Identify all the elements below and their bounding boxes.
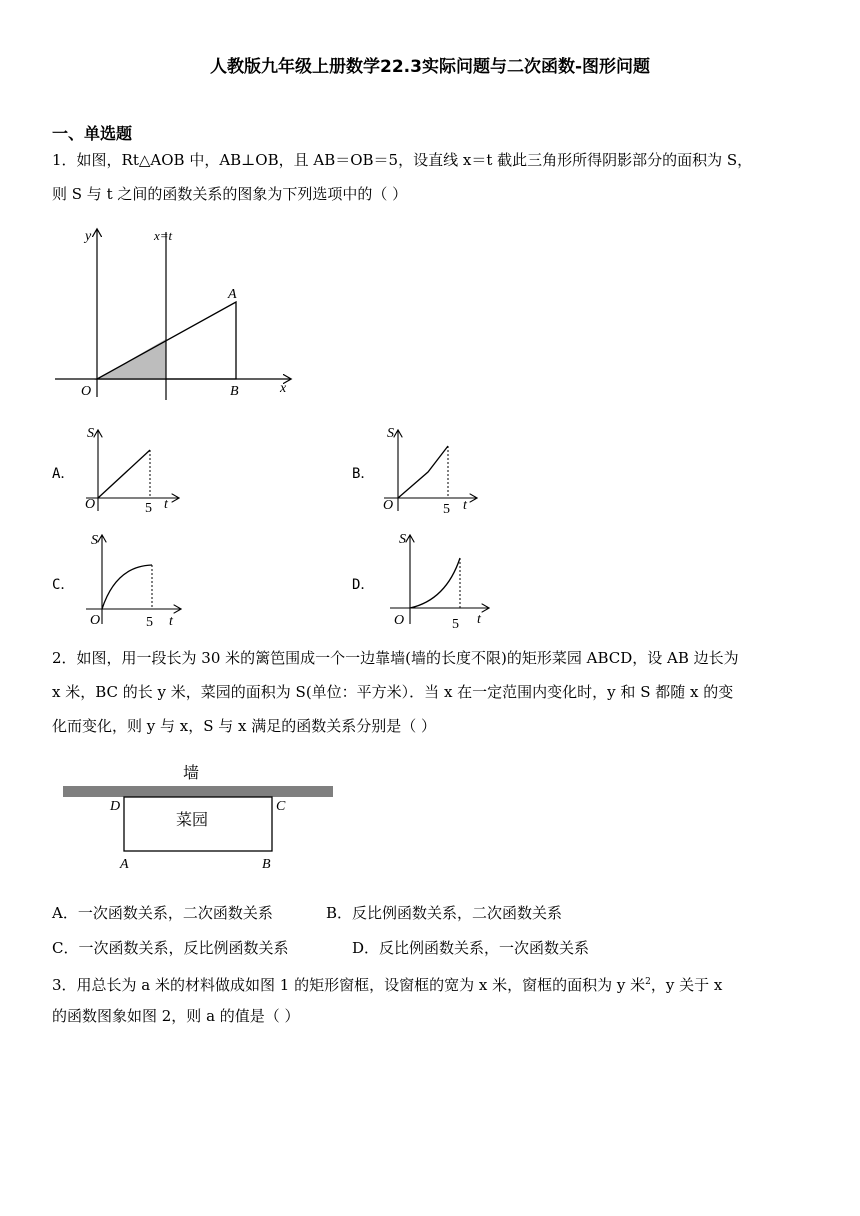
q1-text-line1: 1．如图，Rt△AOB 中，AB⊥OB，且 AB＝OB＝5，设直线 x＝t 截此三角形所得阴影部分的面积为 S，	[52, 151, 753, 169]
q3-text-line1-part1: 3．用总长为 a 米的材料做成如图 1 的矩形窗框，设窗框的宽为 x 米，窗框的面积为 y 米	[52, 976, 646, 994]
x-axis-label: x	[280, 381, 287, 396]
section-heading: 一、单选题	[52, 124, 133, 143]
point-a-label: A	[228, 287, 237, 302]
s-axis-label: S	[387, 426, 394, 441]
q1-text-line2: 则 S 与 t 之间的函数关系的图象为下列选项中的（ ）	[52, 185, 408, 203]
q2-option-a[interactable]: A．一次函数关系，二次函数关系	[52, 904, 273, 922]
tick-five-label: 5	[146, 615, 153, 630]
origin-label: O	[90, 613, 101, 628]
q1-triangle-figure	[50, 222, 300, 402]
garden-label: 菜园	[176, 812, 209, 829]
origin-label: O	[394, 613, 405, 628]
q3-text-line1-part2: ，y 关于 x	[650, 976, 723, 994]
q2-text-line3: 化而变化，则 y 与 x，S 与 x 满足的函数关系分别是（ ）	[52, 717, 437, 735]
q2-option-d[interactable]: D．反比例函数关系，一次函数关系	[352, 939, 590, 957]
s-axis-label: S	[87, 426, 94, 441]
y-axis-label: y	[85, 229, 92, 244]
origin-label: O	[383, 498, 394, 513]
q1-option-a-graph[interactable]	[80, 425, 185, 515]
point-o-label: O	[81, 384, 92, 399]
q1-option-d-label[interactable]: D．	[352, 577, 375, 593]
point-b-label: B	[262, 857, 271, 872]
point-c-label: C	[276, 799, 286, 814]
q3-text-line2: 的函数图象如图 2，则 a 的值是（ ）	[52, 1007, 300, 1025]
point-d-label: D	[110, 799, 121, 814]
q1-option-b-graph[interactable]	[378, 425, 483, 515]
t-axis-label: t	[164, 497, 168, 512]
wall-label: 墙	[183, 765, 200, 782]
line-label: x=t	[154, 228, 173, 243]
square-superscript: 2	[645, 977, 651, 987]
q2-garden-figure	[60, 758, 340, 873]
t-axis-label: t	[477, 612, 481, 627]
page-title: 人教版九年级上册数学22.3实际问题与二次函数-图形问题	[210, 57, 650, 77]
tick-five-label: 5	[145, 501, 152, 515]
s-axis-label: S	[91, 533, 98, 548]
point-b-label: B	[230, 384, 239, 399]
q2-text-line1: 2．如图，用一段长为 30 米的篱笆围成一个一边靠墙(墙的长度不限)的矩形菜园 ABCD，设 AB 边长为	[52, 649, 739, 667]
q2-option-b[interactable]: B．反比例函数关系，二次函数关系	[326, 904, 563, 922]
q1-option-a-label[interactable]: A．	[52, 466, 75, 482]
q1-option-c-graph[interactable]	[80, 530, 185, 630]
s-axis-label: S	[399, 532, 406, 547]
t-axis-label: t	[463, 498, 467, 513]
tick-five-label: 5	[452, 617, 459, 632]
point-a-label: A	[120, 857, 129, 872]
q1-option-c-label[interactable]: C．	[52, 577, 75, 593]
wall-bar	[63, 786, 333, 797]
q1-option-b-label[interactable]: B．	[352, 466, 375, 482]
q2-option-c[interactable]: C．一次函数关系，反比例函数关系	[52, 939, 289, 957]
tick-five-label: 5	[443, 502, 450, 515]
q1-option-d-graph[interactable]	[384, 530, 494, 635]
q3-text-line1	[52, 972, 812, 995]
q2-text-line2: x 米，BC 的长 y 米，菜园的面积为 S(单位：平方米）．当 x 在一定范围内变化时，y 和 S 都随 x 的变	[52, 683, 734, 701]
t-axis-label: t	[169, 614, 173, 629]
origin-label: O	[85, 497, 96, 512]
